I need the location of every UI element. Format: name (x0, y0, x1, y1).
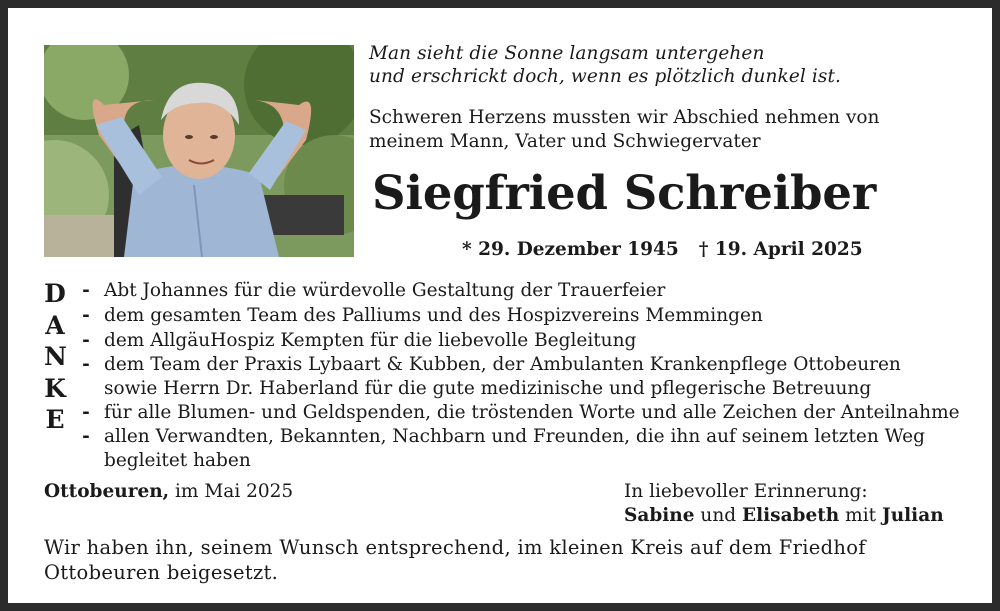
danke-letter: K (44, 373, 66, 403)
quote-line-1: Man sieht die Sonne langsam untergehen (369, 43, 765, 64)
danke-letter: N (44, 342, 67, 371)
thanks-item (78, 303, 978, 328)
signer-joiner: mit (845, 505, 877, 526)
dash-bullet: - (82, 354, 90, 375)
thanks-text: sowie Herrn Dr. Haberland für die gute medizinische und pflegerische Betreuung (104, 377, 872, 399)
place-city: Ottobeuren, (44, 481, 170, 502)
danke-letter: D (44, 279, 66, 308)
dash-bullet: - (82, 426, 90, 447)
thanks-list (78, 278, 978, 472)
thanks-text: allen Verwandten, Bekannten, Nachbarn und Freunden, die ihn auf seinem letzten Weg (104, 426, 925, 447)
dash-bullet: - (82, 402, 90, 423)
signer-name: Elisabeth (742, 505, 840, 526)
danke-column (44, 278, 74, 436)
burial-note (44, 535, 944, 585)
thanks-item (78, 425, 978, 472)
thanks-item (78, 400, 978, 425)
dash-bullet: - (82, 305, 90, 326)
farewell-intro (369, 106, 979, 154)
signer-name: Julian (881, 505, 944, 526)
poem-quote (369, 42, 979, 88)
portrait-photo (44, 45, 354, 257)
thanks-text: Abt Johannes für die würdevolle Gestaltung der Trauerfeier (104, 280, 666, 301)
thanks-item (78, 328, 978, 353)
intro-line-2: meinem Mann, Vater und Schwiegervater (369, 131, 761, 152)
intro-line-1: Schweren Herzens mussten wir Abschied nehmen von (369, 107, 880, 128)
death-date: † 19. April 2025 (698, 239, 863, 260)
danke-letter: E (45, 405, 65, 434)
thanks-text: dem Team der Praxis Lybaart & Kubben, der Ambulanten Krankenpflege Ottobeuren (104, 354, 901, 375)
burial-line-2: Ottobeuren beigesetzt. (44, 561, 279, 584)
signer-joiner: und (700, 505, 737, 526)
thanks-text: für alle Blumen- und Geldspenden, die tröstenden Worte und alle Zeichen der Anteilnahme (104, 402, 960, 423)
place-date: im Mai 2025 (175, 481, 294, 502)
thanks-item (78, 353, 978, 400)
quote-line-2: und erschrickt doch, wenn es plötzlich dunkel ist. (369, 66, 842, 87)
signers-block (624, 480, 944, 528)
dash-bullet: - (82, 330, 90, 351)
danke-letter: A (45, 310, 65, 340)
thanks-text: dem gesamten Team des Palliums und des Hospizvereins Memmingen (104, 305, 763, 326)
burial-line-1: Wir haben ihn, seinem Wunsch entsprechend, im kleinen Kreis auf dem Friedhof (44, 536, 866, 559)
dash-bullet: - (82, 280, 90, 301)
signers-intro: In liebevoller Erinnerung: (624, 481, 868, 502)
deceased-name: Siegfried Schreiber (372, 165, 877, 220)
thanks-item (78, 278, 978, 303)
place-and-date (44, 480, 293, 504)
birth-date: * 29. Dezember 1945 (462, 239, 679, 260)
signers-names (624, 504, 944, 528)
life-dates (462, 238, 863, 262)
thanks-text: begleitet haben (104, 449, 251, 471)
signer-name: Sabine (624, 505, 695, 526)
thanks-text: dem AllgäuHospiz Kempten für die liebevolle Begleitung (104, 330, 637, 351)
